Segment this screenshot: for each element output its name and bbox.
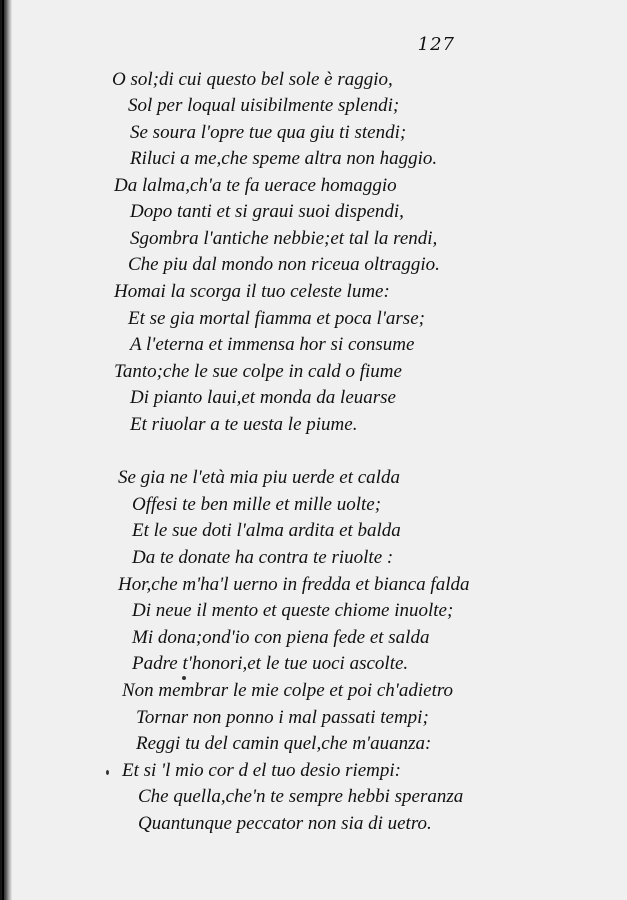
verse-line: Et si 'l mio cor d el tuo desio riempi:	[122, 760, 402, 781]
verse-line: Se soura l'opre tue qua giu ti stendi;	[130, 122, 407, 143]
verse-line: A l'eterna et immensa hor si consume	[130, 334, 415, 355]
verse-line: O sol;di cui questo bel sole è raggio,	[112, 69, 393, 90]
verse-line: Se gia ne l'età mia piu uerde et calda	[118, 467, 400, 488]
ink-spot	[106, 770, 109, 775]
verse-line: Sgombra l'antiche nebbie;et tal la rendi,	[130, 228, 438, 249]
verse-line: Tanto;che le sue colpe in cald o fiume	[114, 361, 402, 382]
verse-line: Da lalma,ch'a te fa uerace homaggio	[114, 175, 397, 196]
verse-line: Et se gia mortal fiamma et poca l'arse;	[128, 308, 425, 329]
verse-line: Sol per loqual uisibilmente splendi;	[128, 95, 400, 116]
ink-spot	[182, 676, 186, 680]
verse-line: Che quella,che'n te sempre hebbi speranza	[138, 786, 464, 807]
verse-line: Riluci a me,che speme altra non haggio.	[130, 148, 438, 169]
verse-line: Di neue il mento et queste chiome inuolte;	[132, 600, 454, 621]
verse-line: Da te donate ha contra te riuolte :	[132, 547, 394, 568]
verse-line: Et riuolar a te uesta le piume.	[130, 414, 358, 435]
spine-edge-line	[2, 0, 4, 900]
verse-line: Hor,che m'ha'l uerno in fredda et bianca falda	[118, 574, 470, 595]
verse-line: Et le sue doti l'alma ardita et balda	[132, 520, 401, 541]
verse-line: Mi dona;ond'io con piena fede et salda	[132, 627, 430, 648]
verse-line: Quantunque peccator non sia di uetro.	[138, 813, 432, 834]
verse-line: Padre t'honori,et le tue uoci ascolte.	[132, 653, 409, 674]
verse-line: Di pianto laui,et monda da leuarse	[130, 387, 396, 408]
verse-line: Non membrar le mie colpe et poi ch'adietro	[122, 680, 454, 701]
verse-line: Reggi tu del camin quel,che m'auanza:	[136, 733, 432, 754]
verse-line: Che piu dal mondo non riceua oltraggio.	[128, 254, 440, 275]
verse-line: Homai la scorga il tuo celeste lume:	[114, 281, 390, 302]
verse-line: Dopo tanti et si graui suoi dispendi,	[130, 201, 404, 222]
verse-line: Tornar non ponno i mal passati tempi;	[136, 707, 429, 728]
verse-line: Offesi te ben mille et mille uolte;	[132, 494, 382, 515]
page-number: 127	[417, 34, 455, 55]
